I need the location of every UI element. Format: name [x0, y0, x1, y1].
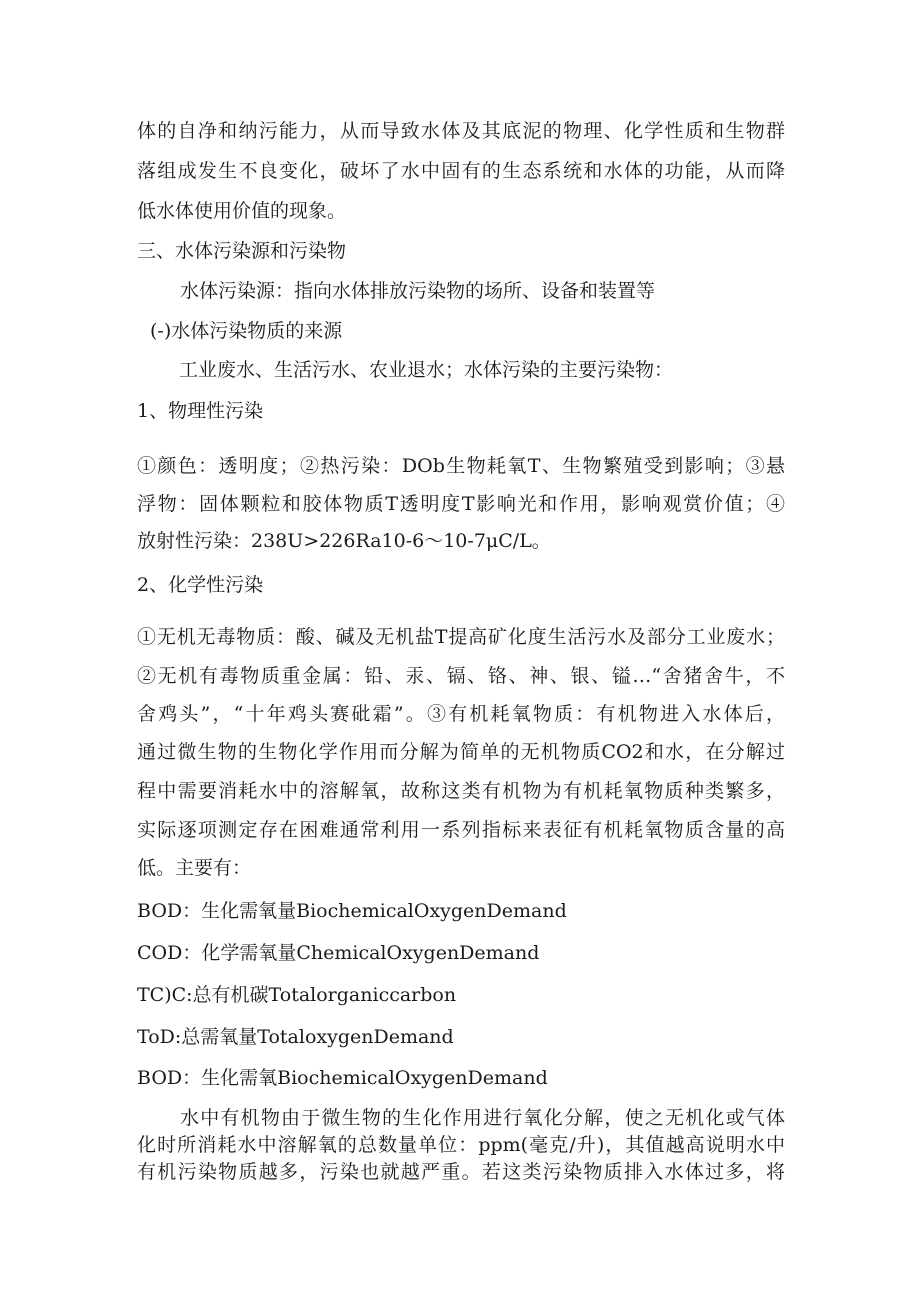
text-line: 通过微生物的生物化学作用而分解为简单的无机物质CO2和水，在分解过 — [137, 741, 785, 763]
text-line: ①无机无毒物质：酸、碱及无机盐T提高矿化度生活污水及部分工业废水； — [137, 626, 785, 648]
text-line: 水体污染源：指向水体排放污染物的场所、设备和装置等 — [180, 280, 656, 302]
text-line: 浮物：固体颗粒和胶体物质T透明度T影响光和作用，影响观赏价值；④ — [137, 493, 785, 515]
indicator-item: COD：化学需氧量ChemicalOxygenDemand — [137, 942, 540, 964]
list-heading: 2、化学性污染 — [137, 574, 264, 596]
text-line: 有机污染物质越多，污染也就越严重。若这类污染物质排入水体过多，将 — [137, 1161, 785, 1183]
text-line: 水中有机物由于微生物的生化作用进行氧化分解，使之无机化或气体 — [180, 1107, 785, 1129]
indicator-item: BOD：生化需氧量BiochemicalOxygenDemand — [137, 900, 567, 922]
section-heading: 三、水体污染源和污染物 — [137, 240, 347, 262]
text-line: 低。主要有： — [137, 857, 252, 879]
text-line: 放射性污染：238U>226Ra10-6～10-7μC∕L。 — [137, 530, 551, 552]
text-line: ②无机有毒物质重金属：铅、汞、镉、铬、神、银、镒…“舍猪舍牛，不 — [137, 665, 785, 687]
text-line: 舍鸡头”，“十年鸡头赛砒霜”。③有机耗氧物质：有机物进入水体后， — [137, 703, 785, 725]
list-heading: 1、物理性污染 — [137, 400, 264, 422]
text-line: 化时所消耗水中溶解氧的总数量单位：ppm(毫克/升)，其值越高说明水中 — [137, 1134, 785, 1156]
text-line: 工业废水、生活污水、农业退水；水体污染的主要污染物： — [179, 359, 674, 381]
text-line: 低水体使用价值的现象。 — [137, 200, 347, 222]
text-line: 实际逐项测定存在困难通常利用一系列指标来表征有机耗氧物质含量的高 — [137, 819, 785, 841]
indicator-item: ToD:总需氧量TotaloxygenDemand — [137, 1026, 454, 1048]
subsection-heading: (-)水体污染物质的来源 — [150, 320, 343, 342]
indicator-item: BOD：生化需氧BiochemicalOxygenDemand — [137, 1067, 548, 1089]
text-line: 落组成发生不良变化，破坏了水中固有的生态系统和水体的功能，从而降 — [137, 160, 785, 182]
indicator-item: TC)C:总有机碳Totalorganiccarbon — [137, 984, 457, 1006]
text-line: ①颜色：透明度；②热污染：DOb生物耗氧T、生物繁殖受到影响；③悬 — [137, 455, 785, 477]
text-line: 程中需要消耗水中的溶解氧，故称这类有机物为有机耗氧物质种类繁多， — [137, 780, 785, 802]
text-line: 体的自净和纳污能力，从而导致水体及其底泥的物理、化学性质和生物群 — [137, 120, 785, 142]
